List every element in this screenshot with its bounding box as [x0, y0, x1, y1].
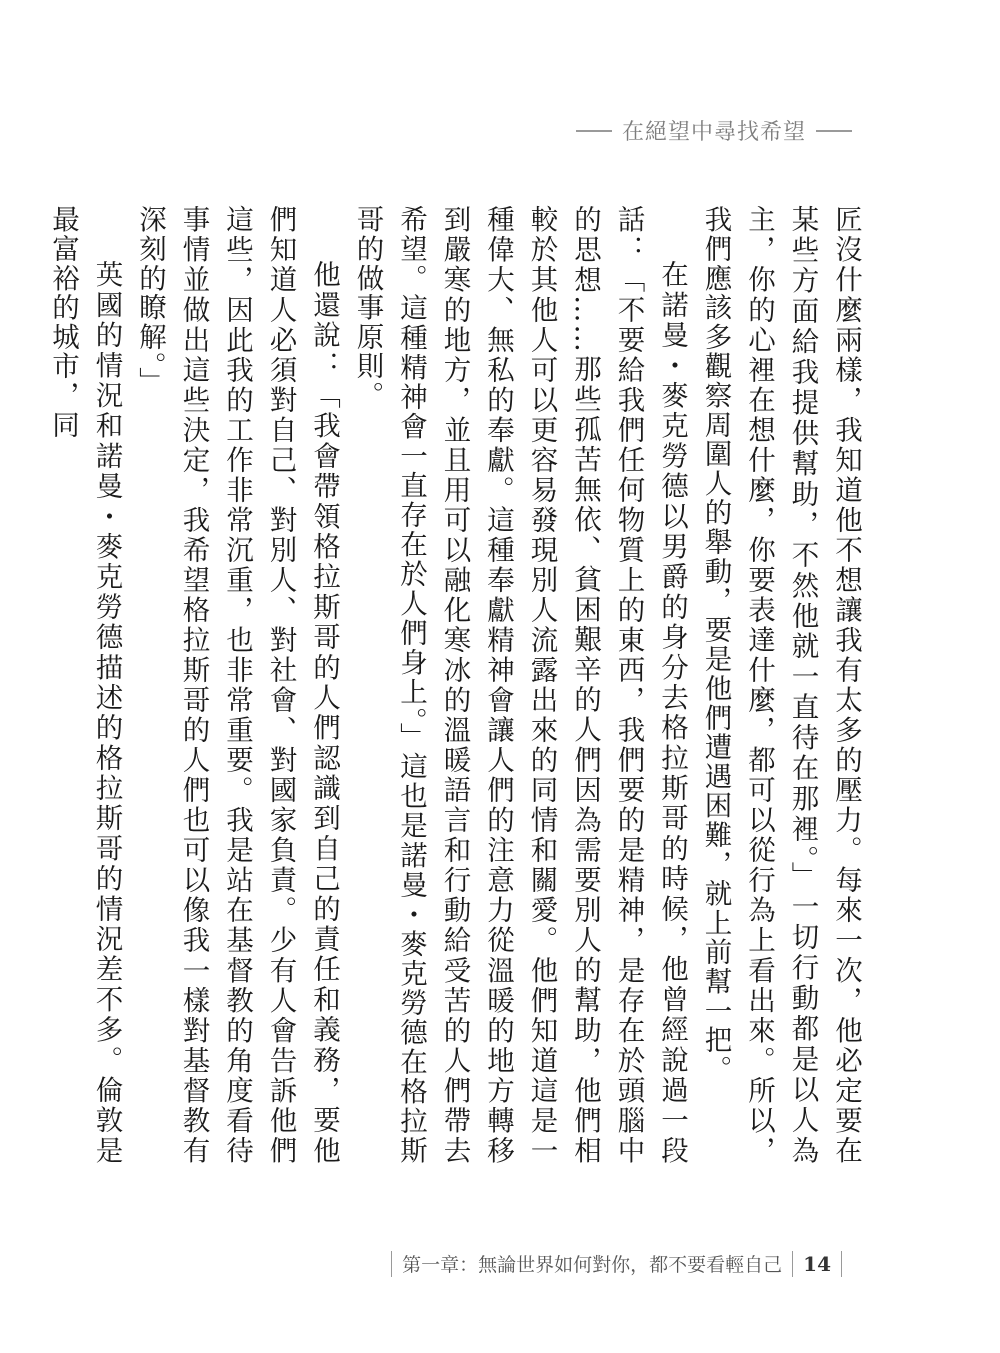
running-title: 在絕望中尋找希望: [621, 120, 806, 145]
page-number: 14: [803, 1251, 831, 1276]
paragraph-4: 英國的情況和諾曼・麥克勞德描述的格拉斯哥的情況差不多。倫敦是最富裕的城市，同: [47, 205, 123, 1165]
paragraph-3: 他還說：「我會帶領格拉斯哥的人們認識到自己的責任和義務，要他們知道人必須對自己、對別人、對社會、對國家負責。少有人會告訴他們這些，因此我的工作非常沉重，也非常重要。我是站在基督教的角度看待事情並做出這些決定，我希望格拉斯哥的人們也可以像我一樣對基督教有深刻的瞭解。」: [134, 205, 340, 1165]
footer-divider-middle: [792, 1251, 793, 1277]
footer-divider-right: [841, 1251, 842, 1277]
header-rule-left: [576, 130, 612, 132]
body-text: [47, 205, 867, 1165]
page-footer: [381, 1250, 852, 1277]
footer-divider-left: [391, 1251, 392, 1277]
chapter-title: 第一章：無論世界如何對你，都不要看輕自己: [402, 1254, 783, 1276]
paragraph-2: 在諾曼・麥克勞德以男爵的身分去格拉斯哥的時候，他曾經說過一段話：「不要給我們任何物質上的東西，我們要的是精神，是存在於頭腦中的思想……那些孤苦無依、貧困艱辛的人們因為需要別人的幫助，他們相較於其他人可以更容易發現別人流露出來的同情和關愛。他們知道這是一種偉大、無私的奉獻。這種奉獻精神會讓人們的注意力從溫暖的地方轉移到嚴寒的地方，並且用可以融化寒冰的溫暖語言和行動給受苦的人們帶去希望。這種精神會一直存在於人們身上。」這也是諾曼・麥克勞德在格拉斯哥的做事原則。: [351, 205, 688, 1165]
running-head: [576, 115, 852, 146]
header-rule-right: [816, 130, 852, 132]
paragraph-1: 匠沒什麼兩樣，我知道他不想讓我有太多的壓力。每來一次，他必定要在某些方面給我提供幫助，不然他就一直待在那裡。」一切行動都是以人為主，你的心裡在想什麼，你要表達什麼，都可以從行為上看出來。所以，我們應該多觀察周圍人的舉動，要是他們遭遇困難，就上前幫一把。: [699, 205, 862, 1165]
